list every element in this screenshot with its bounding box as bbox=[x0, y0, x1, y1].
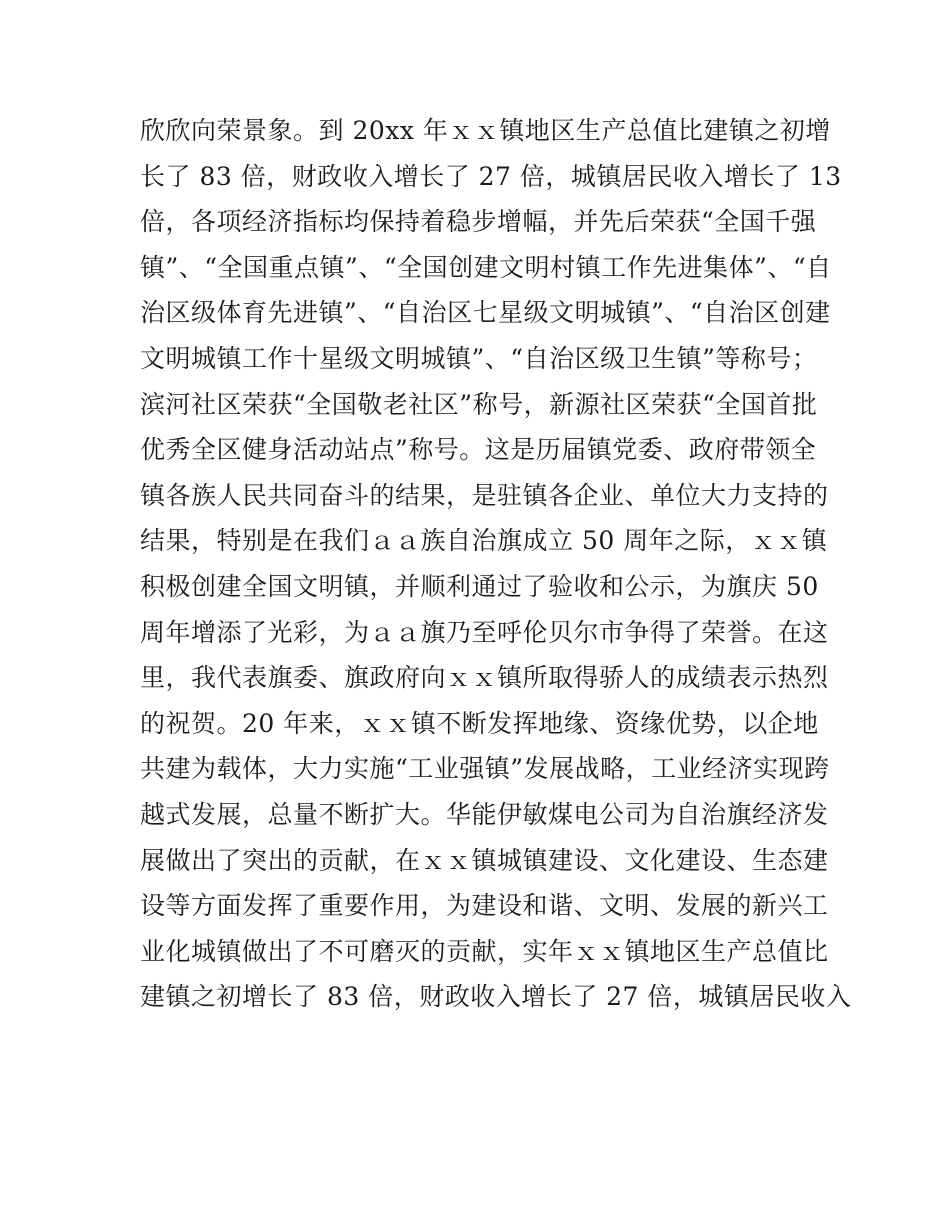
text-line-3: 倍，各项经济指标均保持着稳步增幅，并先后荣获“全国千强 bbox=[140, 207, 817, 237]
body-text bbox=[140, 108, 852, 1020]
text-line-6: 文明城镇工作十星级文明城镇”、“自治区级卫生镇”等称号； bbox=[140, 343, 818, 373]
text-line-11: 积极创建全国文明镇，并顺利通过了验收和公示，为旗庆 50 bbox=[140, 571, 819, 601]
text-line-20: 建镇之初增长了 83 倍，财政收入增长了 27 倍，城镇居民收入 bbox=[140, 982, 852, 1012]
text-line-17: 展做出了突出的贡献，在ｘｘ镇城镇建设、文化建设、生态建 bbox=[140, 845, 829, 875]
text-line-10: 结果，特别是在我们ａａ族自治旗成立 50 周年之际，ｘｘ镇 bbox=[140, 526, 828, 556]
text-line-4: 镇”、“全国重点镇”、“全国创建文明村镇工作先进集体”、“自 bbox=[140, 252, 832, 282]
text-line-15: 共建为载体，大力实施“工业强镇”发展战略，工业经济实现跨 bbox=[140, 754, 830, 784]
text-line-13: 里，我代表旗委、旗政府向ｘｘ镇所取得骄人的成绩表示热烈 bbox=[140, 663, 829, 693]
text-line-5: 治区级体育先进镇”、“自治区七星级文明城镇”、“自治区创建 bbox=[140, 298, 831, 328]
text-line-9: 镇各族人民共同奋斗的结果，是驻镇各企业、单位大力支持的 bbox=[140, 480, 829, 510]
text-line-1: 欣欣向荣景象。到 20xx 年ｘｘ镇地区生产总值比建镇之初增 bbox=[140, 116, 831, 145]
text-line-18: 设等方面发挥了重要作用，为建设和谐、文明、发展的新兴工 bbox=[140, 891, 829, 921]
text-line-7: 滨河社区荣获“全国敬老社区”称号，新源社区荣获“全国首批 bbox=[140, 389, 818, 419]
text-line-2: 长了 83 倍，财政收入增长了 27 倍，城镇居民收入增长了 13 bbox=[140, 161, 842, 191]
text-line-8: 优秀全区健身活动站点”称号。这是历届镇党委、政府带领全 bbox=[140, 435, 817, 465]
text-line-12: 周年增添了光彩，为ａａ旗乃至呼伦贝尔市争得了荣誉。在这 bbox=[140, 617, 829, 647]
text-line-16: 越式发展，总量不断扩大。华能伊敏煤电公司为自治旗经济发 bbox=[140, 799, 829, 829]
text-line-14: 的祝贺。20 年来，ｘｘ镇不断发挥地缘、资缘优势，以企地 bbox=[140, 708, 819, 738]
text-line-19: 业化城镇做出了不可磨灭的贡献，实年ｘｘ镇地区生产总值比 bbox=[140, 936, 829, 966]
